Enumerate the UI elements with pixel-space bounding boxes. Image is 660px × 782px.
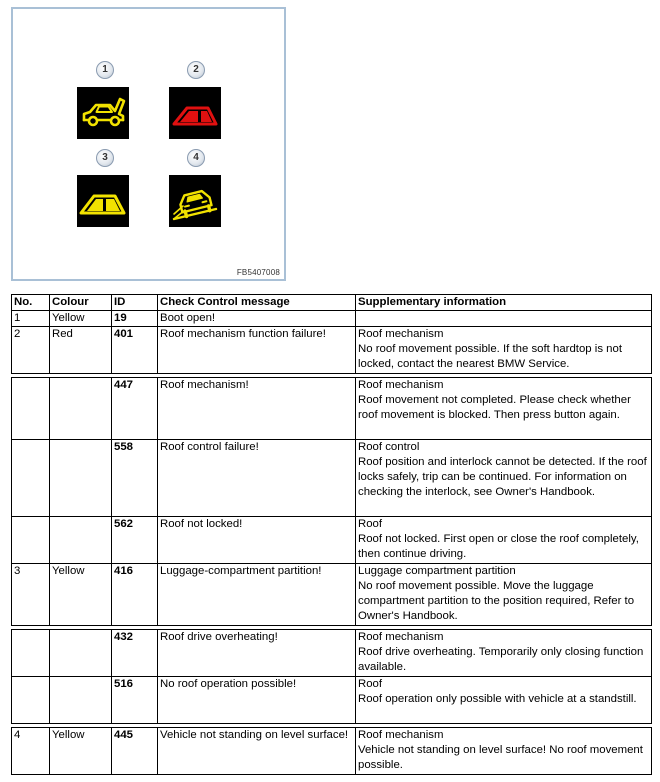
cell-colour: Yellow xyxy=(50,311,112,327)
table-row xyxy=(12,378,652,440)
boot-open-car-icon xyxy=(77,87,129,139)
cell-message: Boot open! xyxy=(158,311,356,327)
cell-id: 19 xyxy=(112,311,158,327)
table-row xyxy=(12,327,652,374)
info-title: Luggage compartment partition xyxy=(358,565,516,577)
callout-badge-2: 2 xyxy=(187,61,205,79)
warning-lamp-figure xyxy=(11,7,286,281)
info-title: Roof mechanism xyxy=(358,729,444,741)
info-title: Roof xyxy=(358,678,383,690)
table-header-row xyxy=(12,295,652,311)
cell-info xyxy=(356,630,652,677)
callout-badge-1: 1 xyxy=(96,61,114,79)
cell-colour xyxy=(50,677,112,724)
cell-message: Roof drive overheating! xyxy=(158,630,356,677)
info-title: Roof mechanism xyxy=(358,631,444,643)
info-text: Roof position and interlock cannot be detected. If the roof locks safely, trip can be continued. For information on checking the interlock, see Owner's Handbook. xyxy=(358,456,647,498)
header-info: Supplementary information xyxy=(356,295,652,311)
cell-no: 1 xyxy=(12,311,50,327)
cell-colour xyxy=(50,517,112,564)
table-row xyxy=(12,564,652,626)
cell-no xyxy=(12,378,50,440)
cell-colour xyxy=(50,440,112,517)
cell-info xyxy=(356,311,652,327)
header-no: No. xyxy=(12,295,50,311)
cell-colour: Yellow xyxy=(50,728,112,775)
cell-info xyxy=(356,440,652,517)
cell-no xyxy=(12,630,50,677)
cell-id: 558 xyxy=(112,440,158,517)
table-row xyxy=(12,630,652,677)
cell-message: Roof not locked! xyxy=(158,517,356,564)
cell-no: 4 xyxy=(12,728,50,775)
header-colour: Colour xyxy=(50,295,112,311)
cell-no: 2 xyxy=(12,327,50,374)
figure-code: FB5407008 xyxy=(236,268,280,277)
cell-no: 3 xyxy=(12,564,50,626)
vehicle-on-slope-icon xyxy=(169,175,221,227)
cell-info xyxy=(356,517,652,564)
callout-badge-3: 3 xyxy=(96,149,114,167)
check-control-table xyxy=(11,294,652,775)
cell-message: Vehicle not standing on level surface! xyxy=(158,728,356,775)
table-row xyxy=(12,517,652,564)
table-row xyxy=(12,440,652,517)
cell-id: 445 xyxy=(112,728,158,775)
cell-id: 401 xyxy=(112,327,158,374)
cell-message: Roof control failure! xyxy=(158,440,356,517)
roof-yellow-icon xyxy=(77,175,129,227)
cell-info xyxy=(356,327,652,374)
callout-badge-4: 4 xyxy=(187,149,205,167)
header-id: ID xyxy=(112,295,158,311)
info-text: No roof movement possible. If the soft hardtop is not locked, contact the nearest BMW Service. xyxy=(358,343,623,370)
cell-id: 562 xyxy=(112,517,158,564)
info-title: Roof control xyxy=(358,441,420,453)
info-text: Vehicle not standing on level surface! No roof movement possible. xyxy=(358,744,643,771)
cell-colour: Red xyxy=(50,327,112,374)
cell-colour: Yellow xyxy=(50,564,112,626)
info-title: Roof xyxy=(358,518,383,530)
info-title: Roof mechanism xyxy=(358,328,444,340)
cell-id: 447 xyxy=(112,378,158,440)
cell-message: Roof mechanism function failure! xyxy=(158,327,356,374)
table-row xyxy=(12,677,652,724)
cell-colour xyxy=(50,378,112,440)
info-text: Roof not locked. First open or close the roof completely, then continue driving. xyxy=(358,533,639,560)
cell-info xyxy=(356,378,652,440)
cell-info xyxy=(356,677,652,724)
info-text: Roof movement not completed. Please check whether roof movement is blocked. Then press button again. xyxy=(358,394,631,421)
info-text: No roof movement possible. Move the luggage compartment partition to the position required, Refer to Owner's Handbook. xyxy=(358,580,635,622)
cell-no xyxy=(12,440,50,517)
info-text: Roof drive overheating. Temporarily only closing function available. xyxy=(358,646,644,673)
roof-red-icon xyxy=(169,87,221,139)
cell-message: Roof mechanism! xyxy=(158,378,356,440)
cell-message: Luggage-compartment partition! xyxy=(158,564,356,626)
header-message: Check Control message xyxy=(158,295,356,311)
cell-no xyxy=(12,677,50,724)
info-text: Roof operation only possible with vehicle at a standstill. xyxy=(358,693,637,705)
cell-id: 516 xyxy=(112,677,158,724)
cell-id: 432 xyxy=(112,630,158,677)
cell-id: 416 xyxy=(112,564,158,626)
cell-message: No roof operation possible! xyxy=(158,677,356,724)
table-row xyxy=(12,728,652,775)
cell-info xyxy=(356,728,652,775)
table-row xyxy=(12,311,652,327)
cell-no xyxy=(12,517,50,564)
cell-colour xyxy=(50,630,112,677)
cell-info xyxy=(356,564,652,626)
info-title: Roof mechanism xyxy=(358,379,444,391)
